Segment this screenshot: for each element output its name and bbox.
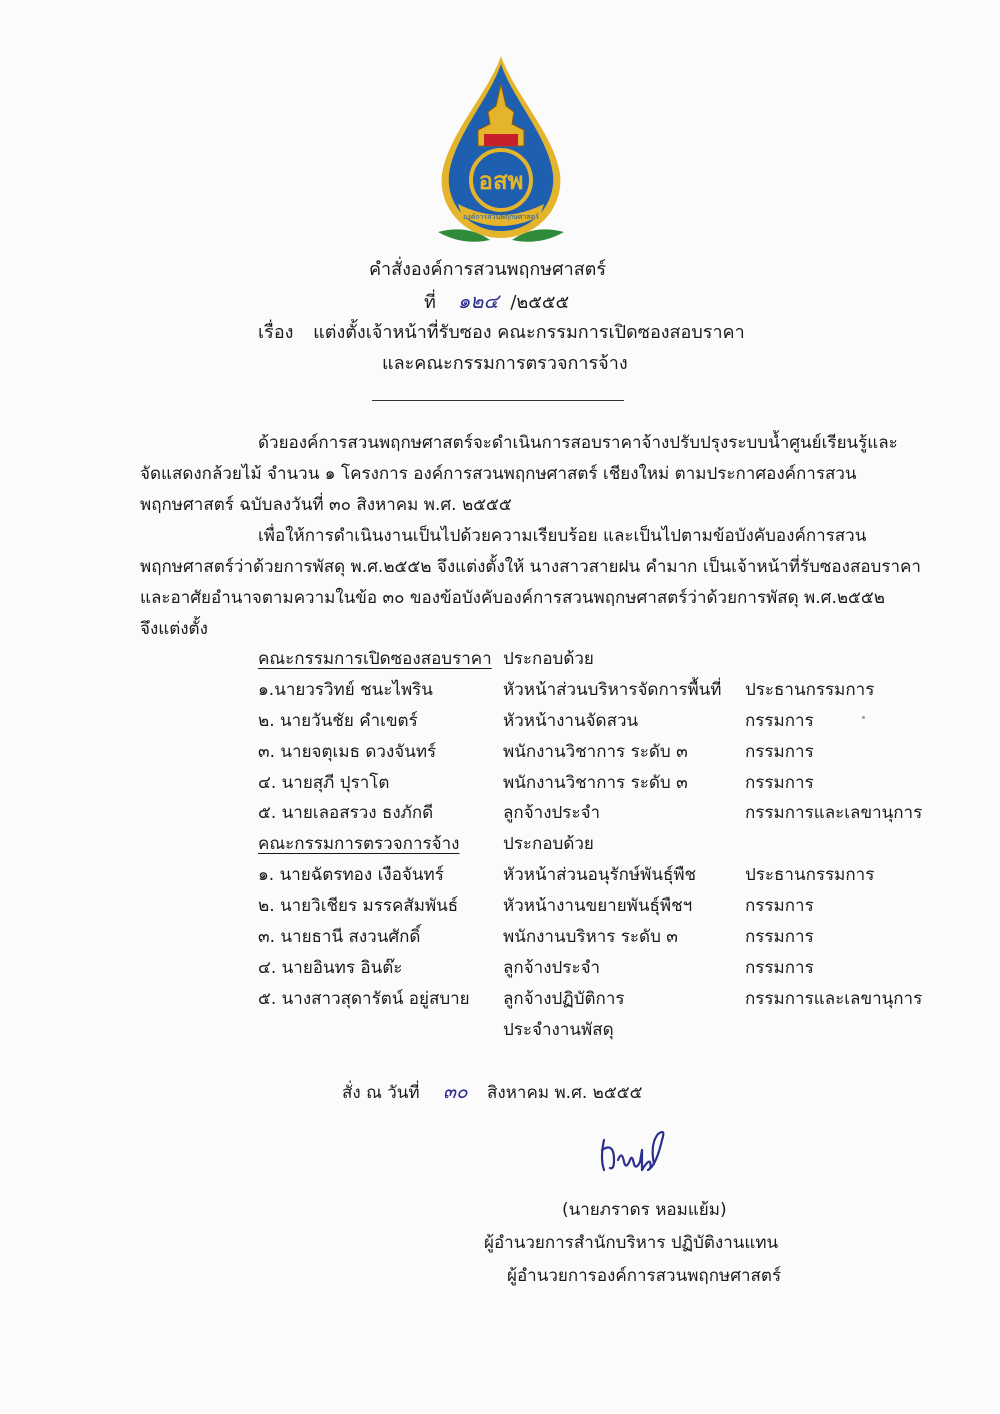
committee-consists-of: ประกอบด้วย — [503, 649, 594, 669]
subject-line — [258, 317, 745, 346]
member-row — [0, 676, 1000, 707]
logo-ring-text: องค์การสวนพฤกษศาสตร์ — [463, 213, 539, 221]
member-name: ๕. นายเลอสรวง ธงภักดี — [258, 803, 434, 823]
member-row — [0, 954, 1000, 985]
paragraph-1-line-3: พฤกษศาสตร์ ฉบับลงวันที่ ๓๐ สิงหาคม พ.ศ. ๒๕๕๕ — [140, 495, 512, 515]
member-position: ลูกจ้างประจำ — [503, 958, 601, 978]
member-role: กรรมการ — [745, 711, 814, 731]
member-name: ๒. นายวิเชียร มรรคสัมพันธ์ — [258, 896, 459, 916]
order-number-handwritten: ๑๒๔ — [457, 289, 499, 313]
member-role: กรรมการและเลขานุการ — [745, 989, 923, 1009]
member-name: ๕. นางสาวสุดารัตน์ อยู่สบาย — [258, 989, 470, 1009]
paragraph-2-line-3: และอาศัยอำนาจตามความในข้อ ๓๐ ของข้อบังคับองค์การสวนพฤกษศาสตร์ว่าด้วยการพัสดุ พ.ศ.๒๕๕๒ — [140, 588, 885, 608]
member-role: กรรมการ — [745, 927, 814, 947]
committee-title: คณะกรรมการเปิดซองสอบราคา — [258, 649, 492, 669]
paragraph-1-line-2: จัดแสดงกล้วยไม้ จำนวน ๑ โครงการ องค์การสวนพฤกษศาสตร์ เชียงใหม่ ตามประกาศองค์การสวน — [140, 464, 857, 484]
date-month-year: สิงหาคม พ.ศ. ๒๕๕๕ — [487, 1083, 643, 1103]
member-name: ๓. นายธานี สงวนศักดิ์ — [258, 927, 421, 947]
member-position-line-2: ประจำงานพัสดุ — [503, 1020, 614, 1040]
paragraph-1-line-1: ด้วยองค์การสวนพฤกษศาสตร์จะดำเนินการสอบราคาจ้างปรับปรุงระบบน้ำศูนย์เรียนรู้และ — [258, 433, 898, 453]
signatory-name: (นายภราดร หอมแย้ม) — [562, 1200, 727, 1220]
member-role: ประธานกรรมการ — [745, 865, 875, 885]
header-divider — [372, 400, 624, 401]
member-row — [0, 861, 1000, 892]
member-name: ๔. นายสุภี ปุราโต — [258, 773, 390, 793]
committee-title: คณะกรรมการตรวจการจ้าง — [258, 834, 460, 854]
member-position: หัวหน้างานจัดสวน — [503, 711, 639, 731]
order-number-suffix: /๒๕๕๕ — [510, 292, 570, 313]
committee-2-heading — [0, 830, 1000, 861]
paragraph-2-line-1: เพื่อให้การดำเนินงานเป็นไปด้วยความเรียบร้อย และเป็นไปตามข้อบังคับองค์การสวน — [258, 526, 867, 546]
member-name: ๒. นายวันชัย คำเขตร์ — [258, 711, 418, 731]
member-role: ประธานกรรมการ — [745, 680, 875, 700]
member-position: หัวหน้าส่วนอนุรักษ์พันธุ์พืช — [503, 865, 697, 885]
handwritten-signature — [592, 1120, 672, 1190]
member-row — [0, 799, 1000, 830]
subject-label: เรื่อง — [258, 322, 294, 343]
subject-text: แต่งตั้งเจ้าหน้าที่รับซอง คณะกรรมการเปิดซองสอบราคา — [313, 322, 745, 343]
member-role: กรรมการ — [745, 958, 814, 978]
paragraph-2-line-4: จึงแต่งตั้ง — [140, 619, 208, 639]
member-role: กรรมการ — [745, 773, 814, 793]
logo-monogram: อสพ — [478, 167, 524, 195]
member-row — [0, 892, 1000, 923]
member-name: ๔. นายอินทร อินต๊ะ — [258, 958, 403, 978]
order-number-prefix: ที่ — [424, 292, 436, 313]
member-row-continuation — [0, 1016, 1000, 1047]
member-name: ๑.นายวรวิทย์ ชนะไพริน — [258, 680, 433, 700]
committee-1-heading — [0, 645, 1000, 676]
committee-consists-of: ประกอบด้วย — [503, 834, 594, 854]
scan-speck — [862, 716, 865, 719]
order-date — [342, 1077, 642, 1109]
date-day-handwritten: ๓๐ — [443, 1081, 468, 1103]
member-position: หัวหน้างานขยายพันธุ์พืชฯ — [503, 896, 693, 916]
member-position: พนักงานวิชาการ ระดับ ๓ — [503, 773, 688, 793]
member-row — [0, 738, 1000, 769]
member-position: หัวหน้าส่วนบริหารจัดการพื้นที่ — [503, 680, 722, 700]
member-role: กรรมการ — [745, 742, 814, 762]
member-row — [0, 769, 1000, 800]
botanical-garden-logo — [428, 54, 574, 250]
member-role: กรรมการ — [745, 896, 814, 916]
member-name: ๓. นายจตุเมธ ดวงจันทร์ — [258, 742, 437, 762]
order-title: คำสั่งองค์การสวนพฤกษศาสตร์ — [369, 259, 607, 280]
member-row — [0, 923, 1000, 954]
signatory-title-line-1: ผู้อำนวยการสำนักบริหาร ปฏิบัติงานแทน — [484, 1233, 779, 1253]
paragraph-2-line-2: พฤกษศาสตร์ว่าด้วยการพัสดุ พ.ศ.๒๕๕๒ จึงแต่งตั้งให้ นางสาวสายฝน คำมาก เป็นเจ้าหน้าที่รับซองสอบราคา — [140, 557, 921, 577]
member-row — [0, 985, 1000, 1016]
signatory-title-line-2: ผู้อำนวยการองค์การสวนพฤกษศาสตร์ — [507, 1266, 782, 1286]
member-row — [0, 707, 1000, 738]
member-role: กรรมการและเลขานุการ — [745, 803, 923, 823]
member-name: ๑. นายฉัตรทอง เงือจันทร์ — [258, 865, 444, 885]
subject-line-2: และคณะกรรมการตรวจการจ้าง — [382, 353, 628, 374]
date-prefix: สั่ง ณ วันที่ — [342, 1083, 420, 1103]
order-number — [424, 285, 569, 317]
member-position: ลูกจ้างประจำ — [503, 803, 601, 823]
member-position: พนักงานวิชาการ ระดับ ๓ — [503, 742, 688, 762]
member-position: พนักงานบริหาร ระดับ ๓ — [503, 927, 678, 947]
member-position: ลูกจ้างปฏิบัติการ — [503, 989, 625, 1009]
